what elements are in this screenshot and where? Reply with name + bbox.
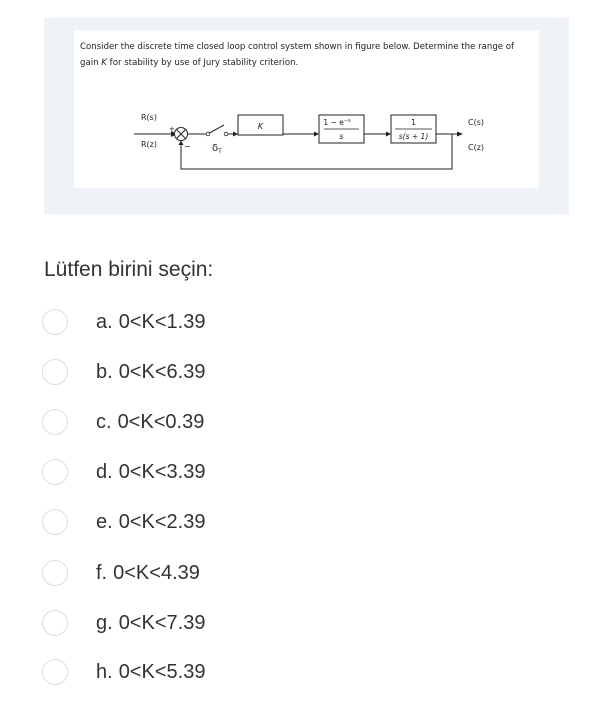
gain-arrowhead [233,132,238,137]
option-g[interactable] [42,605,342,641]
option-letter: d. [96,460,113,483]
option-text: 0<K<7.39 [118,611,206,634]
input-label-s: R(s) [141,113,157,122]
zoh-denominator: s [339,132,344,141]
zoh-numerator-base: 1 − e [323,118,344,127]
radio-button[interactable] [42,509,68,535]
option-letter: g. [96,611,113,634]
sampler-contact-right [224,132,228,136]
feedback-arrowhead [179,141,184,146]
plus-sign: + [169,125,175,133]
gain-block-label: K [257,122,264,131]
sampler-delta: δ [212,143,219,154]
option-letter: c. [96,410,112,433]
question-text-part2: for stability by use of Jury stability criterion. [106,58,299,68]
option-h[interactable] [42,654,342,690]
option-letter: f. [96,561,108,584]
zoh-numerator-exponent: −s [343,118,351,124]
option-d[interactable] [42,454,342,490]
option-text: 0<K<1.39 [118,310,206,333]
question-text-part1: Consider the discrete time closed loop control system shown in figure below. Determine the range of gain [80,42,515,68]
question-k-symbol: K [101,58,107,68]
radio-button[interactable] [42,459,68,485]
option-letter: b. [96,360,113,383]
minus-sign: − [184,142,191,151]
option-text: 0<K<3.39 [118,460,206,483]
radio-button[interactable] [42,560,68,586]
option-letter: h. [96,660,113,683]
output-arrowhead [457,132,463,137]
question-text [80,39,535,71]
option-e[interactable] [42,504,342,540]
option-text: 0<K<6.39 [118,360,206,383]
radio-button[interactable] [42,359,68,385]
sampler-switch [210,125,225,133]
plant-numerator: 1 [411,118,416,127]
input-label-z: R(z) [141,140,157,149]
option-f[interactable] [42,555,342,591]
option-letter: e. [96,510,113,533]
plant-arrowhead [386,132,391,137]
option-b[interactable] [42,354,342,390]
option-c[interactable] [42,404,342,440]
option-text: 0<K<0.39 [117,410,205,433]
sampler-label [212,143,222,155]
zoh-arrowhead [314,132,319,137]
radio-button[interactable] [42,309,68,335]
option-text: 0<K<4.39 [113,561,200,584]
radio-button[interactable] [42,409,68,435]
output-label-z: C(z) [468,143,485,152]
plant-denominator: s(s + 1) [398,132,429,141]
option-letter: a. [96,310,113,333]
output-label-s: C(s) [468,118,484,127]
answer-prompt: Lütfen birini seçin: [44,258,214,281]
block-diagram [74,100,539,185]
sampler-subscript: T [218,148,222,155]
option-text: 0<K<2.39 [118,510,206,533]
option-text: 0<K<5.39 [118,660,206,683]
option-a[interactable] [42,304,342,340]
radio-button[interactable] [42,610,68,636]
sampler-contact-left [206,132,210,136]
radio-button[interactable] [42,659,68,685]
